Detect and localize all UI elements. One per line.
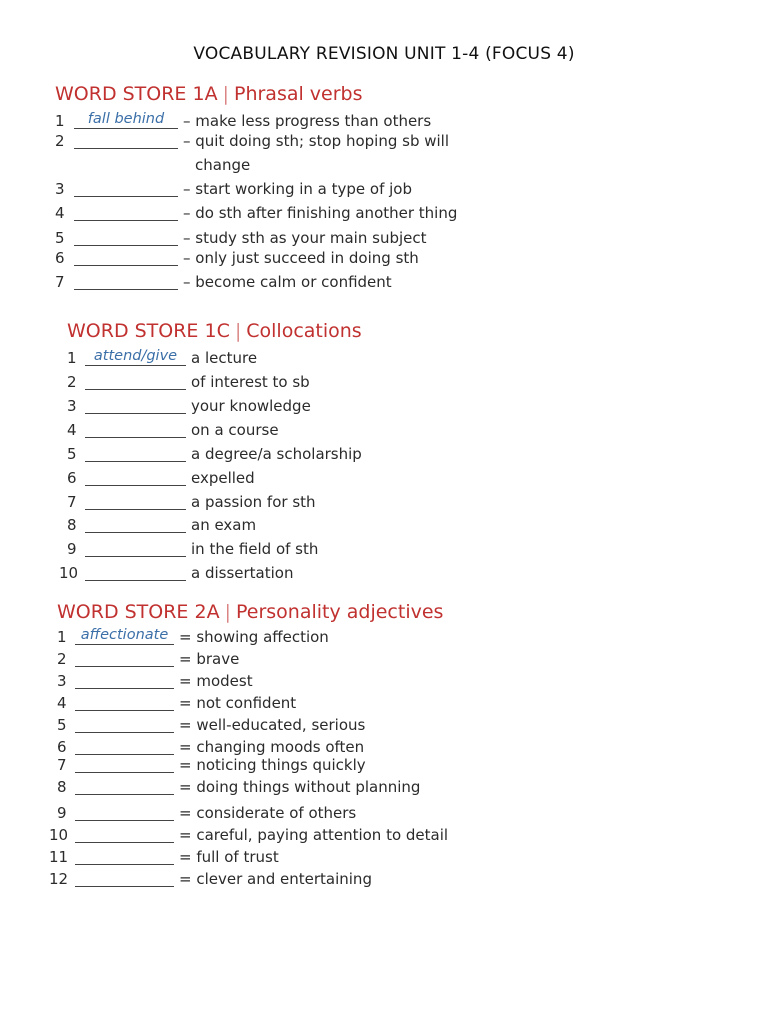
item-definition: – make less progress than others — [183, 112, 432, 130]
item-definition: – study sth as your main subject — [183, 229, 427, 247]
item-number: 10 — [59, 564, 79, 582]
list-item — [67, 468, 767, 488]
item-definition: = noticing things quickly — [179, 756, 366, 774]
list-item — [67, 372, 767, 392]
item-number: 7 — [67, 493, 77, 511]
item-definition: = considerate of others — [179, 804, 357, 822]
item-definition: = not confident — [179, 694, 297, 712]
list-item — [55, 179, 755, 199]
list-item — [67, 420, 767, 440]
item-definition: = careful, paying attention to detail — [179, 826, 449, 844]
answer-blank[interactable] — [75, 803, 174, 821]
item-number: 1 — [67, 349, 77, 367]
item-number: 5 — [55, 229, 65, 247]
document-title: VOCABULARY REVISION UNIT 1-4 (FOCUS 4) — [193, 44, 575, 64]
answer-blank[interactable] — [74, 228, 178, 246]
item-number: 9 — [57, 804, 67, 822]
answer-blank[interactable] — [85, 420, 186, 438]
answer-blank[interactable] — [75, 847, 174, 865]
answer-blank[interactable] — [75, 869, 174, 887]
answer-blank[interactable] — [75, 777, 174, 795]
item-definition: expelled — [191, 469, 255, 487]
item-definition: = modest — [179, 672, 253, 690]
answer-blank[interactable] — [75, 693, 174, 711]
item-number: 3 — [67, 397, 77, 415]
list-item — [57, 671, 757, 691]
section-subtitle: Collocations — [246, 320, 362, 342]
item-number: 7 — [55, 273, 65, 291]
item-definition: – become calm or confident — [183, 273, 392, 291]
item-number: 6 — [55, 249, 65, 267]
list-item — [49, 825, 749, 845]
item-definition: – only just succeed in doing sth — [183, 249, 419, 267]
section-code: WORD STORE 1A — [55, 83, 218, 105]
section-code: WORD STORE 2A — [57, 601, 220, 623]
item-number: 5 — [57, 716, 67, 734]
item-definition: a passion for sth — [191, 493, 316, 511]
item-number: 5 — [67, 445, 77, 463]
answer-blank[interactable] — [75, 755, 174, 773]
item-definition: = full of trust — [179, 848, 279, 866]
list-item — [67, 444, 767, 464]
item-definition: a degree/a scholarship — [191, 445, 362, 463]
answer-blank[interactable] — [75, 649, 174, 667]
item-number: 10 — [49, 826, 69, 844]
item-number: 9 — [67, 540, 77, 558]
list-item — [55, 272, 755, 292]
item-number: 7 — [57, 756, 67, 774]
list-item — [57, 737, 757, 757]
answer-blank[interactable]: fall behind — [74, 111, 178, 129]
list-item — [57, 803, 757, 823]
section-separator: | — [224, 601, 231, 623]
item-definition: – quit doing sth; stop hoping sb will — [183, 132, 450, 150]
answer-blank[interactable] — [85, 372, 186, 390]
item-number: 4 — [67, 421, 77, 439]
answer-blank[interactable] — [74, 272, 178, 290]
section-subtitle: Phrasal verbs — [233, 83, 363, 105]
item-number: 12 — [49, 870, 69, 888]
item-number: 2 — [67, 373, 77, 391]
item-number: 6 — [57, 738, 67, 756]
answer-blank[interactable] — [85, 539, 186, 557]
list-item — [67, 539, 767, 559]
section-code: WORD STORE 1C — [67, 320, 230, 342]
answer-blank[interactable] — [74, 179, 178, 197]
item-definition: = clever and entertaining — [179, 870, 372, 888]
list-item — [57, 715, 757, 735]
section-subtitle: Personality adjectives — [235, 601, 444, 623]
list-item — [55, 248, 755, 268]
list-item — [57, 693, 757, 713]
list-item — [57, 755, 757, 775]
item-definition: an exam — [191, 516, 257, 534]
answer-blank[interactable] — [75, 737, 174, 755]
item-definition: = changing moods often — [179, 738, 365, 756]
item-definition: a lecture — [191, 349, 258, 367]
item-definition: on a course — [191, 421, 279, 439]
list-item — [59, 563, 759, 583]
item-definition: = brave — [179, 650, 240, 668]
answer-blank[interactable]: attend/give — [85, 348, 186, 366]
list-item — [55, 155, 755, 175]
item-number: 3 — [57, 672, 67, 690]
item-number: 8 — [67, 516, 77, 534]
list-item — [57, 627, 757, 647]
item-number: 1 — [57, 628, 67, 646]
item-number: 2 — [57, 650, 67, 668]
item-definition: = showing affection — [179, 628, 329, 646]
answer-blank[interactable] — [85, 444, 186, 462]
section-heading-1c — [67, 320, 362, 342]
item-definition: – start working in a type of job — [183, 180, 413, 198]
answer-blank[interactable] — [74, 248, 178, 266]
item-number: 2 — [55, 132, 65, 150]
list-item — [67, 396, 767, 416]
section-heading-1a — [55, 83, 363, 105]
item-number: 1 — [55, 112, 65, 130]
section-separator: | — [222, 83, 229, 105]
answer-blank[interactable] — [85, 492, 186, 510]
answer-blank[interactable] — [75, 671, 174, 689]
list-item — [67, 492, 767, 512]
item-number: 8 — [57, 778, 67, 796]
item-definition: of interest to sb — [191, 373, 310, 391]
list-item — [49, 869, 749, 889]
item-definition: your knowledge — [191, 397, 311, 415]
list-item — [55, 111, 755, 131]
item-number: 11 — [49, 848, 69, 866]
answer-blank[interactable] — [85, 515, 186, 533]
list-item — [57, 649, 757, 669]
item-definition: = doing things without planning — [179, 778, 421, 796]
list-item — [57, 777, 757, 797]
item-number: 4 — [55, 204, 65, 222]
list-item — [55, 131, 755, 151]
answer-blank[interactable]: affectionate — [75, 627, 174, 645]
item-number: 6 — [67, 469, 77, 487]
item-number: 4 — [57, 694, 67, 712]
item-definition: change — [195, 156, 251, 174]
answer-blank[interactable] — [85, 563, 186, 581]
answer-blank[interactable] — [75, 715, 174, 733]
answer-blank[interactable] — [85, 396, 186, 414]
list-item — [49, 847, 749, 867]
list-item — [55, 203, 755, 223]
answer-blank[interactable] — [74, 203, 178, 221]
item-number: 3 — [55, 180, 65, 198]
item-definition: = well-educated, serious — [179, 716, 366, 734]
list-item — [67, 515, 767, 535]
item-definition: – do sth after finishing another thing — [183, 204, 458, 222]
section-separator: | — [234, 320, 242, 342]
item-definition: in the field of sth — [191, 540, 319, 558]
answer-blank[interactable] — [85, 468, 186, 486]
list-item — [55, 228, 755, 248]
list-item — [67, 348, 767, 368]
section-heading-2a — [57, 601, 443, 623]
answer-blank[interactable] — [74, 131, 178, 149]
item-definition: a dissertation — [191, 564, 294, 582]
answer-blank[interactable] — [75, 825, 174, 843]
